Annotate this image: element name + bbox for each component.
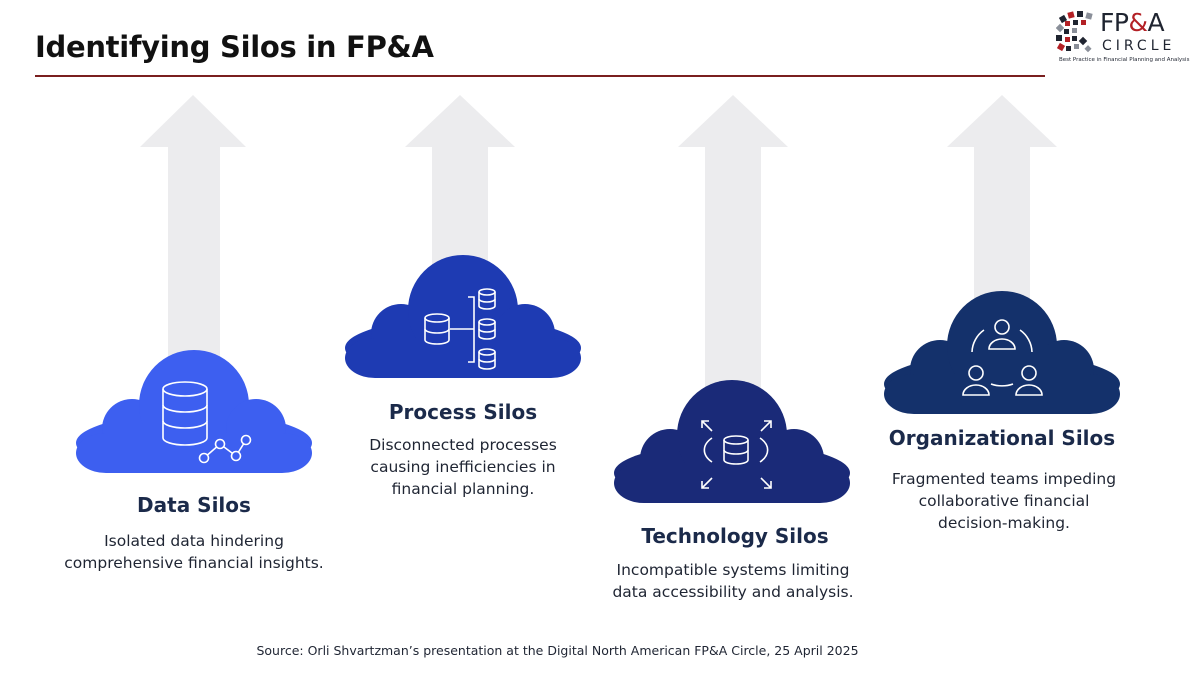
process-silos-title: Process Silos <box>388 400 538 424</box>
data-silos-desc-line: Isolated data hindering <box>104 532 284 550</box>
organizational-silos-desc-line: collaborative financial <box>918 492 1090 510</box>
source-note: Source: Orli Shvartzman’s presentation at the Digital North American FP&A Circle, 25 April 2025 <box>256 643 859 658</box>
data-silos-description <box>44 530 344 574</box>
arrow-organizational <box>947 95 1057 310</box>
cloud-process <box>345 255 581 378</box>
logo-amp-text: & <box>1128 8 1148 37</box>
arrow-data <box>140 95 246 380</box>
technology-silos-desc-line: Incompatible systems limiting <box>616 561 850 579</box>
process-silos-desc-line: Disconnected processes <box>369 436 557 454</box>
technology-silos-desc-line: data accessibility and analysis. <box>612 583 854 601</box>
data-silos-title: Data Silos <box>137 493 251 517</box>
process-silos-desc-line: financial planning. <box>391 480 535 498</box>
process-silos-desc-line: causing inefficiencies in <box>370 458 556 476</box>
cloud-technology <box>614 380 850 503</box>
data-silos-desc-line: comprehensive financial insights. <box>64 554 324 572</box>
organizational-silos-desc-line: Fragmented teams impeding <box>891 470 1117 488</box>
organizational-silos-description <box>869 468 1139 534</box>
arrow-technology <box>678 95 788 400</box>
organizational-silos-desc-line: decision-making. <box>938 514 1070 532</box>
logo-a-text: A <box>1147 8 1165 37</box>
process-silos-description <box>343 434 583 500</box>
logo-circle-text: CIRCLE <box>1102 38 1176 54</box>
organizational-silos-title: Organizational Silos <box>888 426 1116 450</box>
technology-silos-description <box>583 559 883 603</box>
cloud-organizational <box>884 291 1120 414</box>
page-title: Identifying Silos in FP&A <box>35 30 434 64</box>
logo-tagline: Best Practice in Financial Planning and Analysis <box>1059 57 1190 63</box>
logo-fp-text: FP <box>1100 8 1129 37</box>
technology-silos-title: Technology Silos <box>641 524 829 548</box>
